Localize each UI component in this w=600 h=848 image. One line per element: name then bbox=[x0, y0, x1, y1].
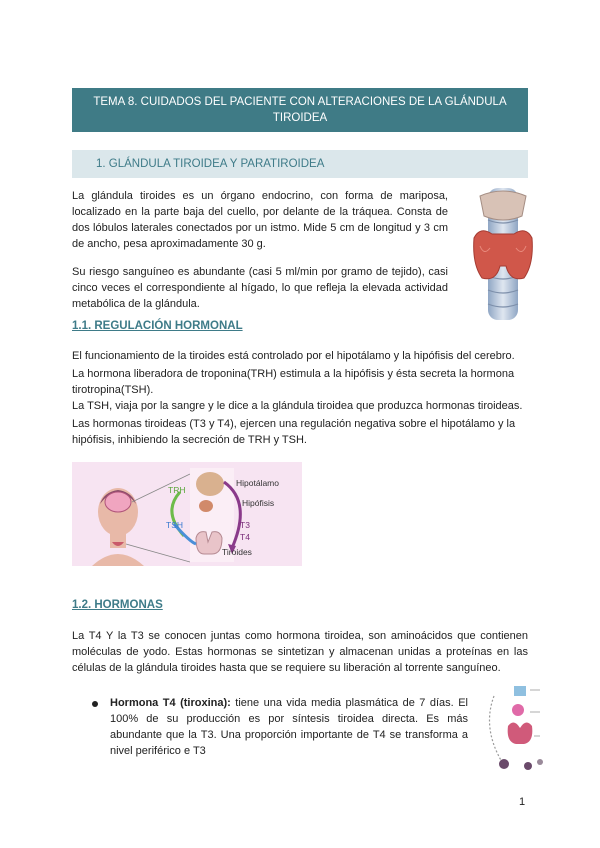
thyroid-illustration bbox=[470, 186, 536, 322]
label-tsh: TSH bbox=[166, 520, 183, 530]
bullet-marker bbox=[92, 701, 98, 707]
label-hipotalamo: Hipotálamo bbox=[236, 478, 279, 488]
document-title: TEMA 8. CUIDADOS DEL PACIENTE CON ALTERACIONES DE LA GLÁNDULA TIROIDEA bbox=[72, 88, 528, 132]
paragraph-blood-supply: Su riesgo sanguíneo es abundante (casi 5 ml/min por gramo de tejido), casi cinco veces el correspondiente al hígado, lo que refleja la elevada actividad metabólica de la glándula. bbox=[72, 266, 448, 310]
paragraph-hormones: La T4 Y la T3 se conocen juntas como hormona tiroidea, son aminoácidos que contienen moléculas de yodo. Estas hormonas se sintetizan y almacenan unidas a proteínas en las células de la glándula tiroides hasta que se requiere su liberación al torrente sanguíneo. bbox=[72, 630, 528, 674]
bullet-t4-label: Hormona T4 (tiroxina): bbox=[110, 697, 231, 709]
label-t3: T3 bbox=[240, 520, 250, 530]
paragraph-tsh: La TSH, viaja por la sangre y le dice a la glándula tiroidea que produzca hormonas tiroideas. bbox=[72, 400, 523, 412]
label-tiroides: Tiroides bbox=[222, 547, 252, 557]
paragraph-thyroid-description: La glándula tiroides es un órgano endocrino, con forma de mariposa, localizado en la parte baja del cuello, por delante de la tráquea. Consta de dos lóbulos laterales conectados por un istmo. Mide 5 cm de longitud y 3 cm de ancho, pesa aproximadamente 30 g. bbox=[72, 190, 448, 250]
label-t4: T4 bbox=[240, 532, 250, 542]
label-trh: TRH bbox=[168, 485, 186, 495]
regulation-diagram bbox=[72, 462, 302, 566]
hormone-cycle-illustration bbox=[478, 682, 562, 772]
label-hipofisis: Hipófisis bbox=[242, 498, 275, 508]
paragraph-feedback: Las hormonas tiroideas (T3 y T4), ejercen una regulación negativa sobre el hipotálamo y la hipófisis, inhibiendo la secreción de TRH y TSH. bbox=[72, 418, 516, 446]
subheading-regulacion: 1.1. REGULACIÓN HORMONAL bbox=[72, 320, 243, 332]
section-heading-text: 1. GLÁNDULA TIROIDEA Y PARATIROIDEA bbox=[96, 158, 325, 170]
paragraph-trh: La hormona liberadora de troponina(TRH) estimula a la hipófisis y ésta secreta la hormona tirotropina(TSH). bbox=[72, 368, 515, 396]
subheading-hormonas: 1.2. HORMONAS bbox=[72, 599, 163, 611]
section-heading bbox=[72, 150, 528, 178]
paragraph-control: El funcionamiento de la tiroides está controlado por el hipotálamo y la hipófisis del cerebro. bbox=[72, 350, 515, 362]
bullet-t4-text: tiene una vida media plasmática de 7 días. El 100% de su producción es por síntesis tiroidea directa. Es más abundante que la T3. Una proporción importante de T4 se transforma a nivel periférico e T3 bbox=[110, 697, 468, 757]
bullet-t4 bbox=[110, 695, 468, 759]
page-number: 1 bbox=[519, 796, 526, 808]
